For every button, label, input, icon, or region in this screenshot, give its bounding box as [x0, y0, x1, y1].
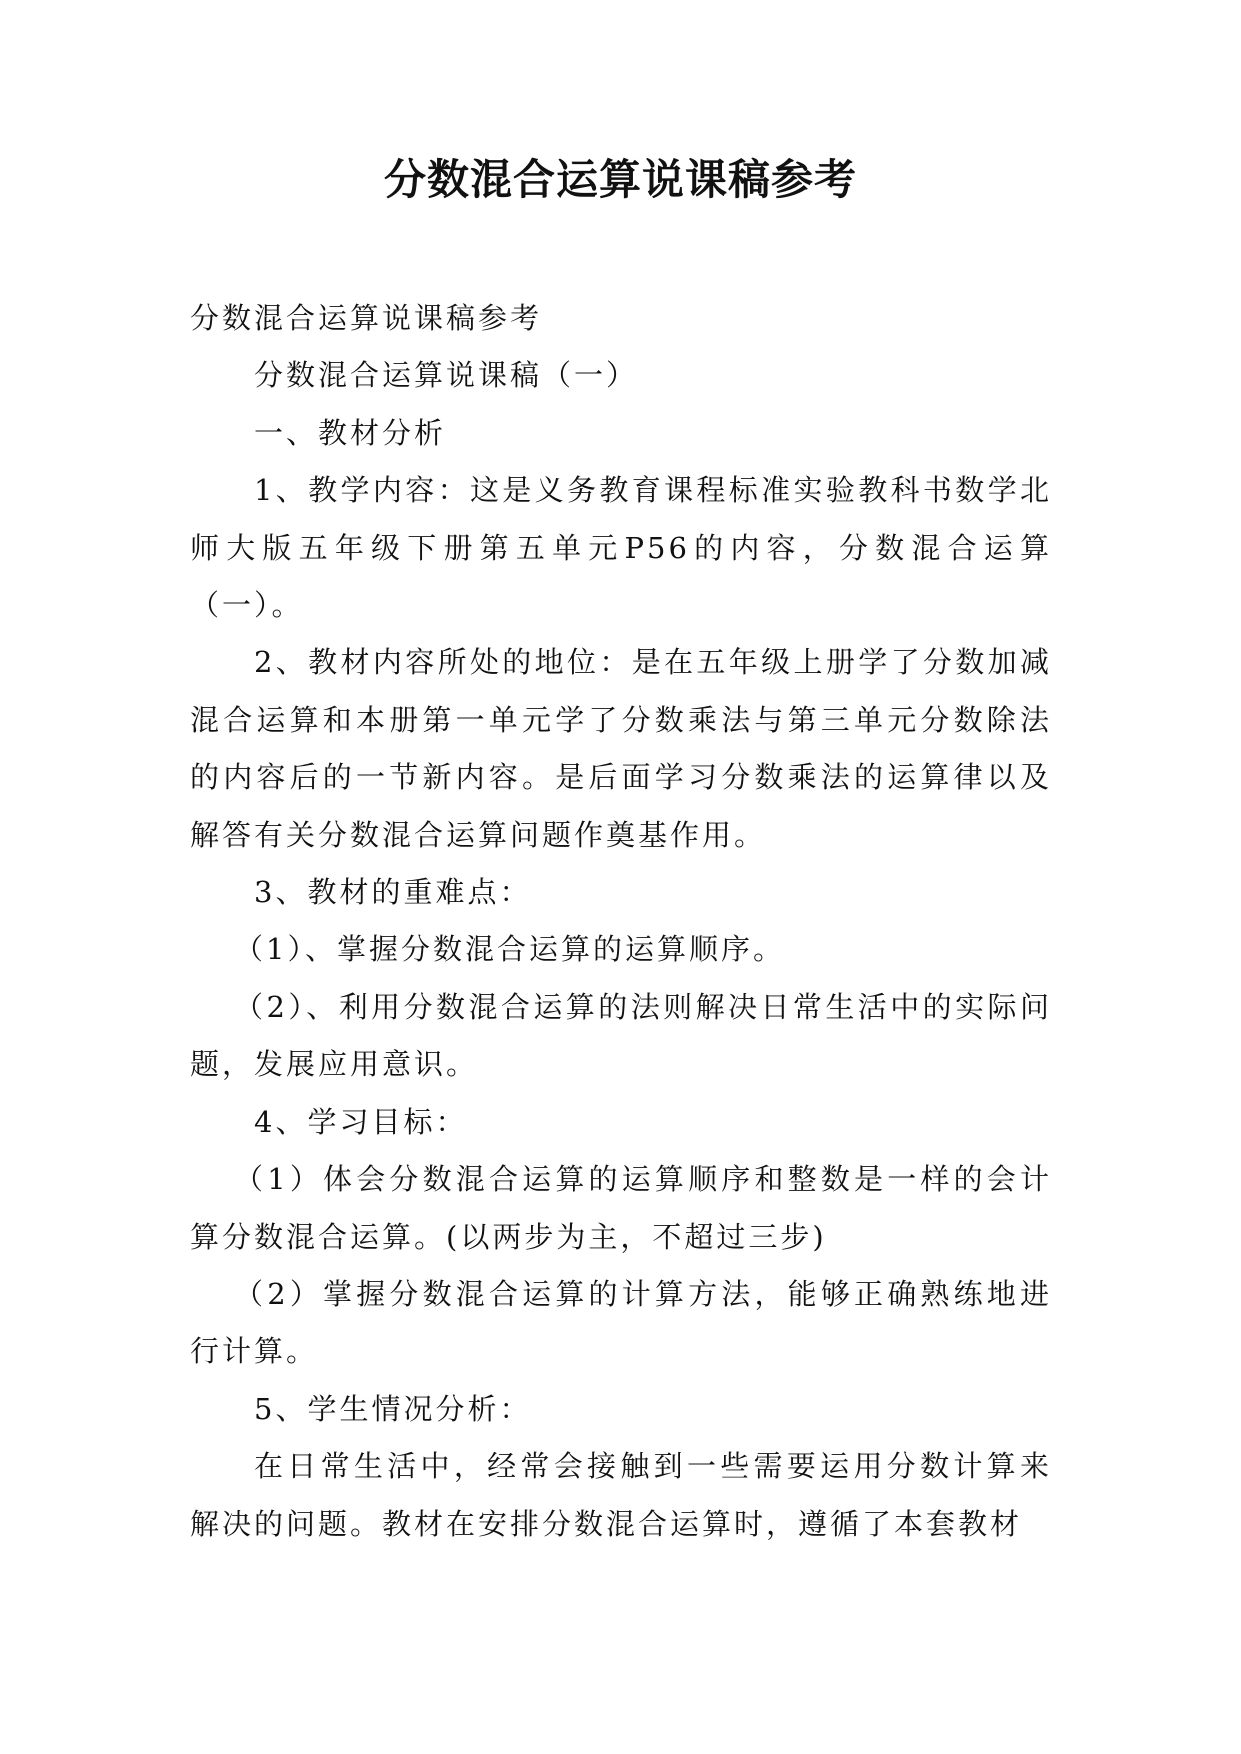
paragraph-student-analysis-heading: 5、学生情况分析：: [254, 1391, 532, 1426]
paragraph-material-position: 2、教材内容所处的地位：是在五年级上册学了分数加减混合运算和本册第一单元学了分数乘法与第三单元分数除法的内容后的一节新内容。是后面学习分数乘法的运算律以及解答有关分数混合运算问题作奠基作用。: [190, 645, 1052, 852]
document-body: [190, 290, 1052, 1553]
paragraph-goals-heading: 4、学习目标：: [254, 1104, 468, 1139]
paragraph-teaching-content: 1、教学内容：这是义务教育课程标准实验教科书数学北师大版五年级下册第五单元P56的内容，分数混合运算（一）。: [190, 473, 1052, 623]
document-title: 分数混合运算说课稿参考: [383, 155, 857, 204]
paragraph-section-heading: 分数混合运算说课稿（一）: [254, 358, 639, 393]
paragraph-student-analysis: 在日常生活中，经常会接触到一些需要运用分数计算来解决的问题。教材在安排分数混合运算时，遵循了本套教材: [190, 1449, 1052, 1541]
paragraph-key-point-2: （2）、利用分数混合运算的法则解决日常生活中的实际问题，发展应用意识。: [190, 989, 1052, 1082]
paragraph-key-points-heading: 3、教材的重难点：: [254, 875, 532, 910]
paragraph-doc-heading: 分数混合运算说课稿参考: [190, 301, 543, 335]
paragraph-goal-2: （2）掌握分数混合运算的计算方法，能够正确熟练地进行计算。: [190, 1276, 1052, 1369]
paragraph-goal-1: （1）体会分数混合运算的运算顺序和整数是一样的会计算分数混合运算。(以两步为主，不超过三步): [190, 1162, 1052, 1254]
paragraph-part-heading: 一、教材分析: [254, 415, 447, 450]
paragraph-key-point-1: （1）、掌握分数混合运算的运算顺序。: [234, 932, 785, 967]
